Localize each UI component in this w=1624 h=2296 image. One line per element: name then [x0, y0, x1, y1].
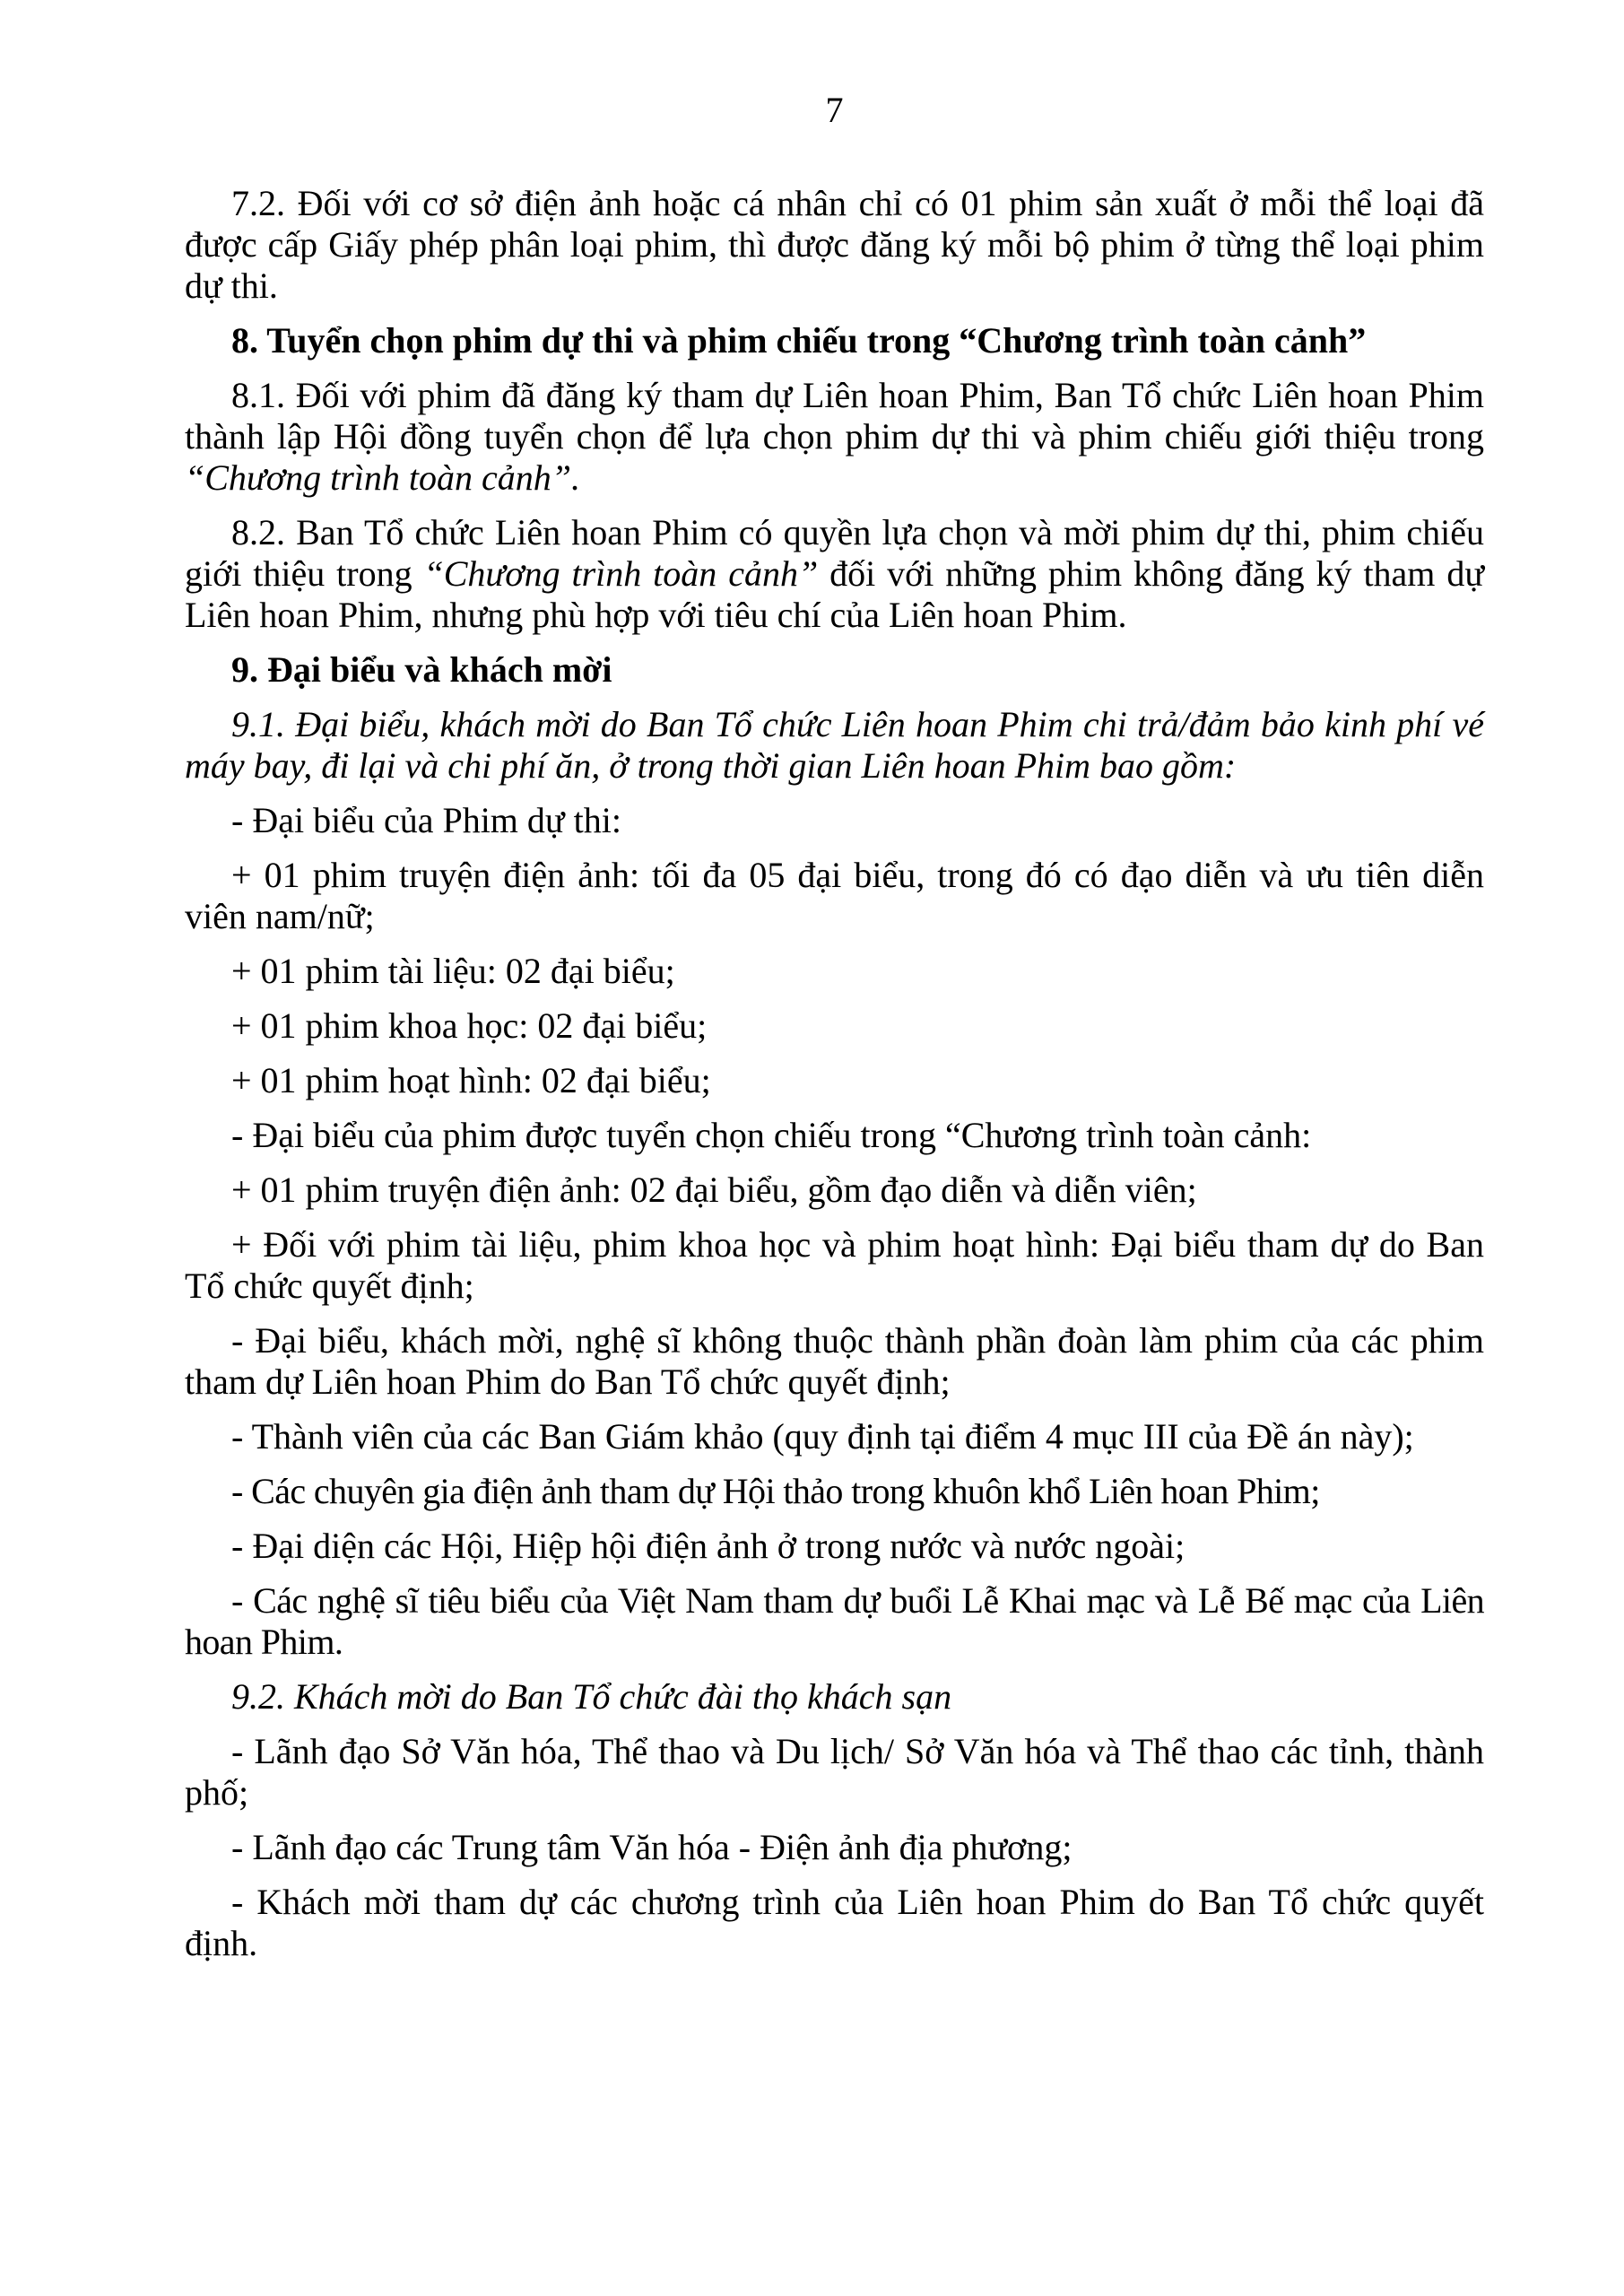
text-run: - Đại biểu của phim được tuyển chọn chiếu trong “Chương trình toàn cảnh:	[231, 1115, 1312, 1155]
text-run: - Các chuyên gia điện ảnh tham dự Hội thảo trong khuôn khổ Liên hoan Phim;	[231, 1471, 1320, 1511]
page-number: 7	[825, 90, 844, 130]
text-run: - Khách mời tham dự các chương trình của Liên hoan Phim do Ban Tổ chức quyết định.	[185, 1882, 1484, 1963]
text-run: “Chương trình toàn cảnh”	[423, 553, 819, 594]
text-run: - Lãnh đạo các Trung tâm Văn hóa - Điện ảnh địa phương;	[231, 1827, 1073, 1867]
text-run: - Đại biểu của Phim dự thi:	[231, 800, 621, 840]
text-run: 8.1. Đối với phim đã đăng ký tham dự Liên hoan Phim, Ban Tổ chức Liên hoan Phim thành lập Hội đồng tuyển chọn để lựa chọn phim dự thi và phim chiếu giới thiệu trong	[185, 375, 1484, 457]
list-item-lanh-dao-so-van-hoa	[185, 1731, 1484, 1813]
list-item-phim-truyen-05-dai-bieu	[185, 855, 1484, 937]
list-item-dai-bieu-toan-canh	[185, 1115, 1484, 1156]
text-run: 8.2. Ban Tổ chức Liên hoan Phim có quyền lựa chọn và mời phim dự thi, phim chiếu giới thiệu trong	[185, 512, 1484, 594]
text-run: 9.2. Khách mời do Ban Tổ chức đài thọ khách sạn	[231, 1676, 952, 1717]
list-item-phim-tai-lieu	[185, 951, 1484, 992]
clause-7-2	[185, 183, 1484, 307]
list-item-khach-moi-chuong-trinh	[185, 1882, 1484, 1964]
text-run: - Đại biểu, khách mời, nghệ sĩ không thuộc thành phần đoàn làm phim của các phim tham dự Liên hoan Phim do Ban Tổ chức quyết định;	[185, 1320, 1484, 1402]
list-item-phim-hoat-hinh	[185, 1060, 1484, 1101]
section-8-heading	[185, 320, 1484, 361]
text-run: + 01 phim truyện điện ảnh: tối đa 05 đại biểu, trong đó có đạo diễn và ưu tiên diễn viên nam/nữ;	[185, 855, 1484, 936]
list-item-dai-bieu-khach-moi-nghe-si	[185, 1320, 1484, 1403]
list-item-dai-dien-cac-hoi	[185, 1526, 1484, 1567]
text-run: - Lãnh đạo Sở Văn hóa, Thể thao và Du lịch/ Sở Văn hóa và Thể thao các tỉnh, thành phố;	[185, 1731, 1484, 1813]
text-run: - Các nghệ sĩ tiêu biểu của Việt Nam tham dự buổi Lễ Khai mạc và Lễ Bế mạc của Liên hoan Phim.	[185, 1580, 1484, 1662]
text-run: “Chương trình toàn cảnh”.	[185, 457, 580, 498]
text-run: - Đại diện các Hội, Hiệp hội điện ảnh ở trong nước và nước ngoài;	[231, 1526, 1185, 1566]
list-item-thanh-vien-ban-giam-khao	[185, 1416, 1484, 1457]
list-item-phim-truyen-02-dai-bieu	[185, 1170, 1484, 1211]
list-item-nghe-si-tieu-bieu	[185, 1580, 1484, 1663]
text-run: + 01 phim khoa học: 02 đại biểu;	[231, 1005, 708, 1046]
text-run: + 01 phim tài liệu: 02 đại biểu;	[231, 951, 675, 991]
text-run: 9. Đại biểu và khách mời	[231, 649, 612, 690]
text-run: + 01 phim truyện điện ảnh: 02 đại biểu, gồm đạo diễn và diễn viên;	[231, 1170, 1197, 1210]
list-item-phim-khoa-hoc	[185, 1005, 1484, 1047]
clause-9-1	[185, 704, 1484, 787]
list-item-lanh-dao-trung-tam	[185, 1827, 1484, 1868]
list-item-chuyen-gia-dien-anh	[185, 1471, 1484, 1512]
text-run: + Đối với phim tài liệu, phim khoa học và phim hoạt hình: Đại biểu tham dự do Ban Tổ chức quyết định;	[185, 1224, 1484, 1306]
text-run: 9.1. Đại biểu, khách mời do Ban Tổ chức Liên hoan Phim chi trả/đảm bảo kinh phí vé máy bay, đi lại và chi phí ăn, ở trong thời gian Liên hoan Phim bao gồm:	[185, 704, 1484, 786]
clause-8-2	[185, 512, 1484, 636]
clause-9-2	[185, 1676, 1484, 1718]
text-run: đối với những phim không đăng ký tham dự Liên hoan Phim, nhưng phù hợp với tiêu chí của Liên hoan Phim.	[185, 553, 1485, 635]
text-run: 7.2. Đối với cơ sở điện ảnh hoặc cá nhân chỉ có 01 phim sản xuất ở mỗi thể loại đã được cấp Giấy phép phân loại phim, thì được đăng ký mỗi bộ phim ở từng thể loại phim dự thi.	[185, 183, 1484, 306]
text-run: + 01 phim hoạt hình: 02 đại biểu;	[231, 1060, 711, 1100]
list-item-dai-bieu-phim-du-thi	[185, 800, 1484, 841]
text-run: - Thành viên của các Ban Giám khảo (quy định tại điểm 4 mục III của Đề án này);	[231, 1416, 1414, 1457]
clause-8-1	[185, 375, 1484, 499]
document-body	[185, 183, 1484, 1964]
list-item-doi-voi-phim-tai-lieu	[185, 1224, 1484, 1307]
text-run: 8. Tuyển chọn phim dự thi và phim chiếu trong “Chương trình toàn cảnh”	[231, 320, 1367, 361]
section-9-heading	[185, 649, 1484, 691]
